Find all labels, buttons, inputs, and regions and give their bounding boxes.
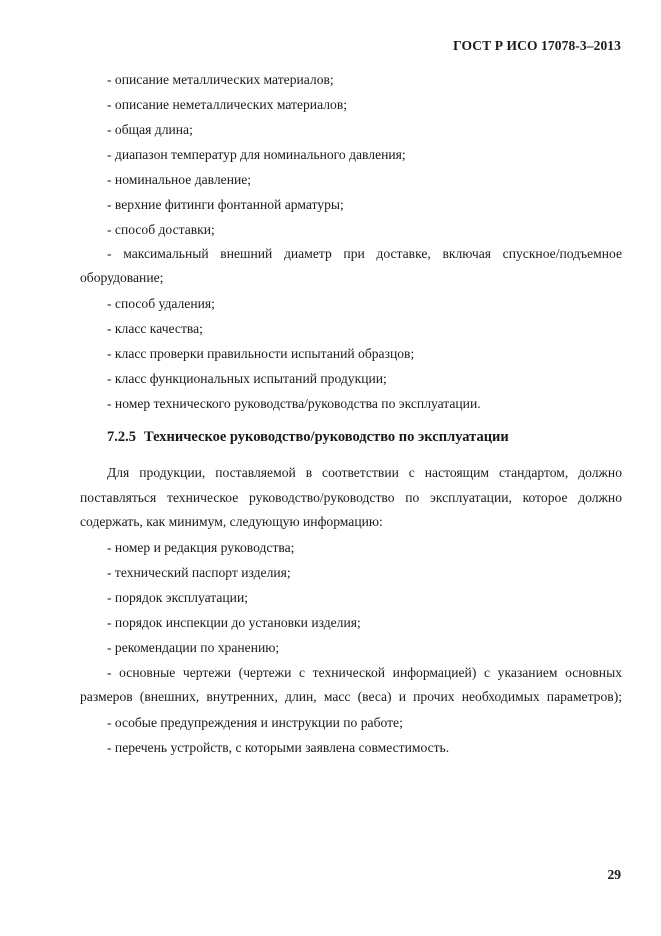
paragraph-line: поставляться техническое руководство/руководство по эксплуатации, которое должно [80, 490, 622, 505]
list-item: - перечень устройств, с которыми заявлена совместимость. [107, 740, 450, 755]
list-item: - способ удаления; [107, 296, 215, 311]
list-item: - рекомендации по хранению; [107, 640, 280, 655]
list-item: - диапазон температур для номинального давления; [107, 147, 406, 162]
list-item: - максимальный внешний диаметр при доставке, включая спускное/подъемное [107, 246, 622, 261]
list-item: - технический паспорт изделия; [107, 565, 291, 580]
list-item: - описание металлических материалов; [107, 72, 334, 87]
section-heading [107, 429, 509, 446]
list-item: - верхние фитинги фонтанной арматуры; [107, 197, 344, 212]
list-item: - класс качества; [107, 321, 203, 336]
list-item-continuation: оборудование; [80, 270, 164, 285]
list-item: - описание неметаллических материалов; [107, 97, 348, 112]
list-item: - особые предупреждения и инструкции по работе; [107, 715, 403, 730]
list-item: - основные чертежи (чертежи с технической информацией) с указанием основных [107, 665, 622, 680]
standard-header: ГОСТ Р ИСО 17078-3–2013 [453, 38, 621, 53]
list-item-continuation: размеров (внешних, внутренних, длин, масс (веса) и прочих необходимых параметров); [80, 689, 622, 704]
page-number: 29 [607, 867, 621, 882]
list-item: - способ доставки; [107, 222, 215, 237]
section-title: Техническое руководство/руководство по эксплуатации [144, 429, 509, 445]
list-item: - класс проверки правильности испытаний образцов; [107, 346, 415, 361]
list-item: - порядок инспекции до установки изделия; [107, 615, 361, 630]
list-item: - класс функциональных испытаний продукции; [107, 371, 387, 386]
section-number: 7.2.5 [107, 429, 136, 445]
paragraph-line: Для продукции, поставляемой в соответствии с настоящим стандартом, должно [107, 465, 622, 480]
list-item: - порядок эксплуатации; [107, 590, 248, 605]
list-item: - общая длина; [107, 122, 193, 137]
list-item: - номер и редакция руководства; [107, 540, 295, 555]
paragraph-line: содержать, как минимум, следующую информацию: [80, 514, 383, 529]
list-item: - номер технического руководства/руководства по эксплуатации. [107, 396, 481, 411]
list-item: - номинальное давление; [107, 172, 252, 187]
